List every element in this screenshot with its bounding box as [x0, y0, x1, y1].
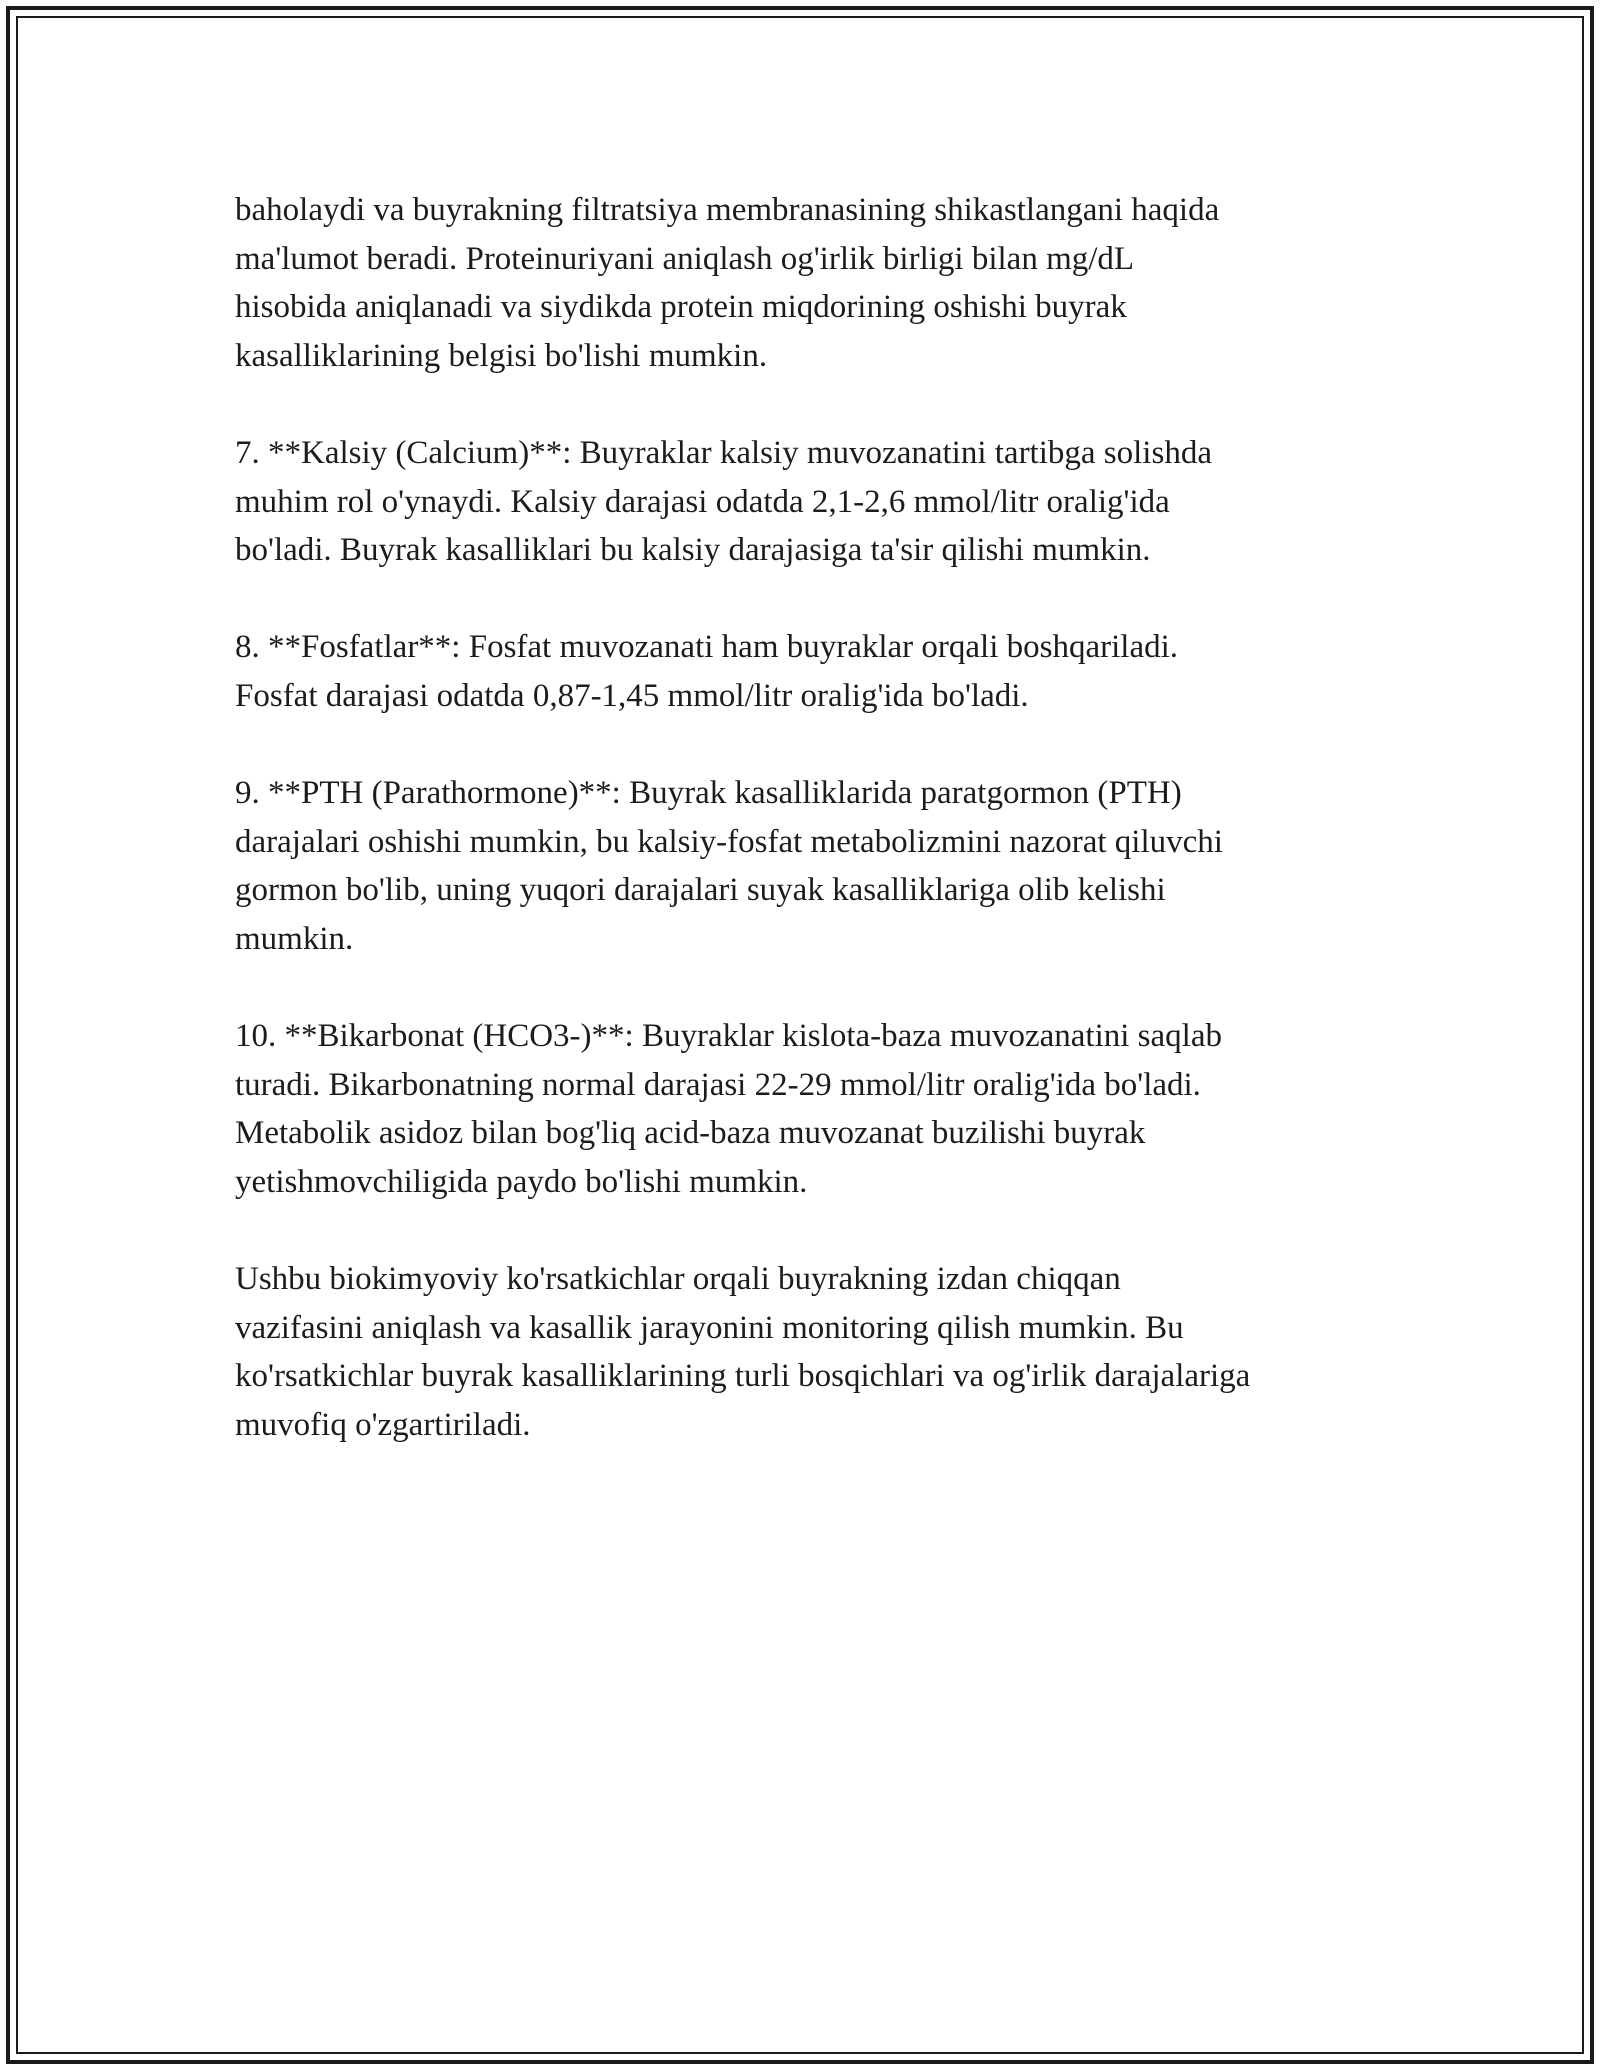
paragraph-bicarbonate: 10. **Bikarbonat (HCO3-)**: Buyraklar kislota-baza muvozanatini saqlab turadi. Bikarbonatning normal darajasi 22-29 mmol/litr oralig'ida bo'ladi. Metabolik asidoz bilan bog'liq acid-baza muvozanat buzilishi buyrak yetishmovchiligida paydo bo'lishi mumkin.: [235, 1018, 1222, 1200]
document-body: [235, 186, 1385, 1498]
paragraph-phosphates: 8. **Fosfatlar**: Fosfat muvozanati ham buyraklar orqali boshqariladi. Fosfat darajasi odatda 0,87-1,45 mmol/litr oralig'ida bo'ladi.: [235, 629, 1179, 714]
paragraph-proteinuria-continuation: baholaydi va buyrakning filtratsiya membranasining shikastlangani haqida ma'lumot beradi. Proteinuriyani aniqlash og'irlik birligi bilan mg/dL hisobida aniqlanadi va siydikda protein miqdorining oshishi buyrak kasalliklarining belgisi bo'lishi mumkin.: [235, 192, 1220, 374]
paragraph-calcium: 7. **Kalsiy (Calcium)**: Buyraklar kalsiy muvozanatini tartibga solishda muhim rol o'ynaydi. Kalsiy darajasi odatda 2,1-2,6 mmol/litr oralig'ida bo'ladi. Buyrak kasalliklari bu kalsiy darajasiga ta'sir qilishi mumkin.: [235, 434, 1212, 569]
paragraph-pth: 9. **PTH (Parathormone)**: Buyrak kasalliklarida paratgormon (PTH) darajalari oshishi mumkin, bu kalsiy-fosfat metabolizmini nazorat qiluvchi gormon bo'lib, uning yuqori darajalari suyak kasalliklariga olib kelishi mumkin.: [235, 775, 1223, 957]
paragraph-conclusion: Ushbu biokimyoviy ko'rsatkichlar orqali buyrakning izdan chiqqan vazifasini aniqlash va kasallik jarayonini monitoring qilish mumkin. Bu ko'rsatkichlar buyrak kasalliklarining turli bosqichlari va og'irlik darajalariga muvofiq o'zgartiriladi.: [235, 1261, 1251, 1443]
